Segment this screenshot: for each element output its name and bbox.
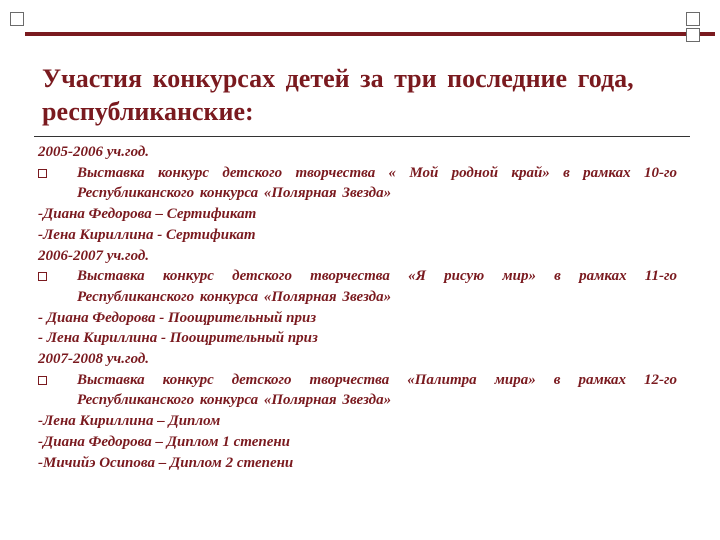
title-divider xyxy=(34,136,690,137)
bullet-item xyxy=(38,370,678,411)
bullet-item xyxy=(38,266,678,307)
result-line: -Мичийэ Осипова – Диплом 2 степени xyxy=(38,454,294,471)
bullet-item xyxy=(38,163,678,204)
decor-square-icon xyxy=(686,12,700,26)
slide-title: Участия конкурсах детей за три последние года, республиканские: xyxy=(42,64,634,126)
square-bullet-icon xyxy=(38,272,47,281)
year-heading: 2005-2006 уч.год. xyxy=(38,144,150,160)
result-line: - Диана Федорова - Поощрительный приз xyxy=(38,309,317,326)
year-heading: 2006-2007 уч.год. xyxy=(38,247,150,264)
slide-content xyxy=(38,142,678,473)
result-line: -Лена Кириллина – Диплом xyxy=(38,413,221,430)
bullet-text: Выставка конкурс детского творчества « Мой родной край» в рамках 10-го Республиканского конкурса «Полярная Звезда» xyxy=(77,164,677,202)
year-heading: 2007-2008 уч.год. xyxy=(38,351,150,368)
decor-square-icon xyxy=(686,28,700,42)
square-bullet-icon xyxy=(38,169,47,178)
top-accent-bar xyxy=(25,32,715,36)
result-line: -Лена Кириллина - Сертификат xyxy=(38,226,256,243)
result-line: -Диана Федорова – Сертификат xyxy=(38,206,257,223)
result-line: -Диана Федорова – Диплом 1 степени xyxy=(38,433,291,450)
bullet-text: Выставка конкурс детского творчества «Палитра мира» в рамках 12-го Республиканского конкурса «Полярная Звезда» xyxy=(77,371,677,409)
decor-square-icon xyxy=(10,12,24,26)
square-bullet-icon xyxy=(38,376,47,385)
bullet-text: Выставка конкурс детского творчества «Я рисую мир» в рамках 11-го Республиканского конкурса «Полярная Звезда» xyxy=(77,268,677,305)
result-line: - Лена Кириллина - Поощрительный приз xyxy=(38,330,318,347)
